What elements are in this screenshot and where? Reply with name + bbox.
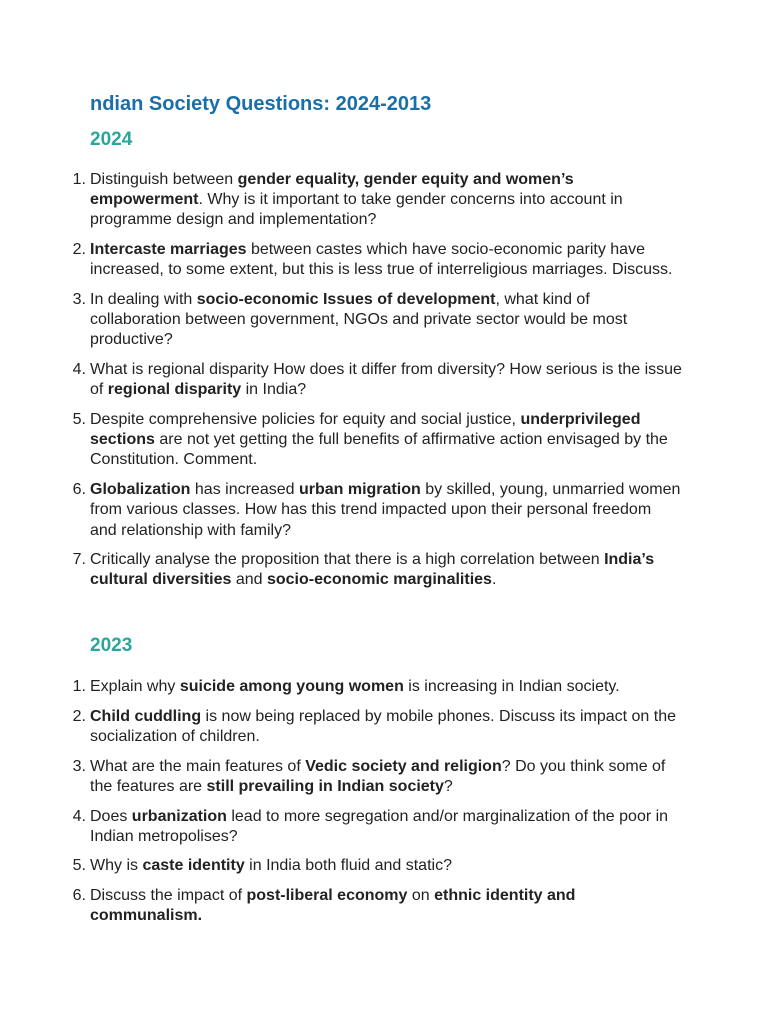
question-number: 4.: [72, 361, 86, 379]
question-item: [72, 170, 682, 231]
question-item: [72, 807, 682, 847]
question-number: 2.: [72, 707, 86, 725]
question-keyword: India’s cultural diversities: [90, 551, 655, 589]
question-item: [72, 550, 682, 590]
question-keyword: urban migration: [298, 481, 421, 499]
question-text: lead to more segregation and/or marginalization of the poor in Indian metropolises?: [90, 807, 669, 845]
year-heading-2024: 2024: [90, 129, 133, 150]
question-number: 6.: [72, 887, 86, 905]
question-item: [72, 677, 682, 697]
question-number: 5.: [72, 857, 86, 875]
question-text: In dealing with: [90, 291, 197, 309]
year-heading-2023: 2023: [90, 635, 133, 656]
question-number: 4.: [72, 807, 86, 825]
question-keyword: socio-economic marginalities: [266, 571, 492, 589]
question-item: [72, 856, 682, 876]
question-keyword: Globalization: [90, 481, 191, 499]
question-text: and: [231, 571, 267, 589]
question-text: is now being replaced by mobile phones. Discuss its impact on the socialization of children.: [90, 707, 677, 745]
question-text: Discuss the impact of: [90, 887, 247, 905]
question-text: Explain why: [90, 678, 180, 695]
question-text: What is regional disparity How does it differ from diversity? How serious is the issue of: [90, 361, 682, 399]
question-text: Does: [90, 807, 132, 825]
question-number: 1.: [72, 171, 86, 188]
question-text: Despite comprehensive policies for equity and social justice,: [90, 411, 521, 429]
question-keyword: caste identity: [142, 857, 245, 875]
question-text: on: [407, 887, 435, 905]
question-number: 2.: [72, 241, 86, 259]
question-text: , what kind of collaboration between government, NGOs and private sector would be most productive?: [90, 291, 628, 349]
question-text: are not yet getting the full benefits of affirmative action envisaged by the Constitution. Comment.: [90, 431, 668, 469]
question-text: .: [491, 571, 497, 589]
question-text: Critically analyse the proposition that there is a high correlation between: [90, 551, 605, 569]
question-keyword: socio-economic Issues of development: [196, 291, 496, 309]
question-keyword: post-liberal economy: [246, 887, 408, 905]
question-number: 5.: [72, 411, 86, 429]
question-text: Why is: [90, 857, 143, 875]
question-keyword: ethnic identity and communalism.: [90, 887, 576, 925]
question-number: 3.: [72, 291, 86, 309]
question-keyword: Child cuddling: [90, 707, 202, 725]
question-keyword: urbanization: [131, 807, 227, 825]
question-item: [72, 290, 682, 351]
question-item: [72, 360, 682, 400]
question-text: in India both fluid and static?: [244, 857, 452, 875]
question-text: is increasing in Indian society.: [403, 678, 620, 695]
question-item: [72, 410, 682, 471]
question-number: 3.: [72, 757, 86, 775]
question-item: [72, 757, 682, 797]
question-keyword: regional disparity: [107, 381, 242, 399]
question-keyword: suicide among young women: [179, 678, 404, 695]
question-text: Distinguish between: [90, 171, 238, 188]
question-item: [72, 707, 682, 747]
question-keyword: underprivileged sections: [90, 411, 641, 449]
question-text: by skilled, young, unmarried women from various classes. How has this trend impacted upon their personal freedom and relationship with family?: [90, 481, 681, 539]
question-text: in India?: [241, 381, 307, 399]
question-text: between castes which have socio-economic parity have increased, to some extent, but this is less true of interreligious marriages. Discuss.: [90, 241, 673, 279]
question-item: [72, 886, 682, 926]
question-list-2024: [72, 170, 682, 600]
page-title: ndian Society Questions: 2024-2013: [90, 93, 432, 115]
question-number: 1.: [72, 678, 86, 695]
question-keyword: gender equality, gender equity and women’s empowerment: [90, 171, 574, 209]
question-text: . Why is it important to take gender concerns into account in programme design and implementation?: [90, 191, 623, 229]
question-number: 7.: [72, 551, 86, 569]
question-item: [72, 480, 682, 541]
question-text: has increased: [190, 481, 299, 499]
question-number: 6.: [72, 481, 86, 499]
question-list-2023: [72, 677, 682, 936]
question-text: ? Do you think some of the features are: [90, 757, 666, 795]
question-text: ?: [443, 777, 453, 795]
question-text: What are the main features of: [90, 757, 306, 775]
question-keyword: still prevailing in Indian society: [206, 777, 444, 795]
question-item: [72, 240, 682, 280]
question-keyword: Intercaste marriages: [90, 241, 247, 259]
question-keyword: Vedic society and religion: [305, 757, 502, 775]
